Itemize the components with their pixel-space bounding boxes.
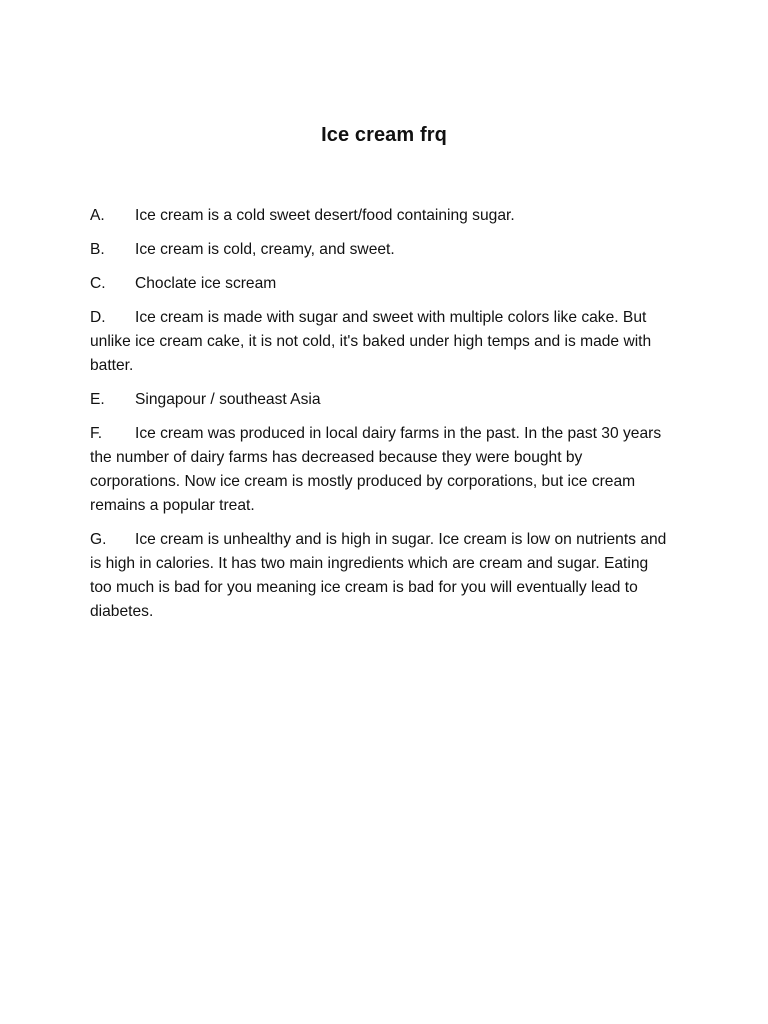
answer-text: Singapour / southeast Asia: [135, 391, 321, 408]
answer-item: [90, 204, 670, 228]
answer-text: Choclate ice scream: [135, 275, 277, 292]
answer-item: [90, 422, 670, 518]
answer-text: Ice cream was produced in local dairy farms in the past. In the past 30 years the number of dairy farms has decreased because they were bought by corporations. Now ice cream is mostly produced by corporations, but ice cream remains a popular treat.: [90, 425, 662, 514]
answer-text: Ice cream is cold, creamy, and sweet.: [135, 241, 395, 258]
answer-marker: E.: [90, 391, 105, 408]
answer-text: Ice cream is unhealthy and is high in sugar. Ice cream is low on nutrients and is high in calories. It has two main ingredients which are cream and sugar. Eating too much is bad for you meaning ice cream is bad for you will eventually lead to diabetes.: [90, 531, 667, 620]
answer-item: [90, 238, 670, 262]
answer-text: Ice cream is made with sugar and sweet with multiple colors like cake. But unlike ice cream cake, it is not cold, it's baked under high temps and is made with batter.: [90, 309, 652, 374]
answer-marker: B.: [90, 241, 105, 258]
answer-marker: G.: [90, 531, 107, 548]
answer-marker: F.: [90, 425, 103, 442]
answer-text: Ice cream is a cold sweet desert/food containing sugar.: [135, 207, 515, 224]
answer-marker: C.: [90, 275, 106, 292]
answer-marker: A.: [90, 207, 105, 224]
document-title: Ice cream frq: [321, 124, 447, 146]
answer-marker: D.: [90, 309, 106, 326]
answer-item: [90, 272, 670, 296]
answer-list: [90, 204, 670, 634]
answer-item: [90, 528, 670, 624]
answer-item: [90, 388, 670, 412]
answer-item: [90, 306, 670, 378]
